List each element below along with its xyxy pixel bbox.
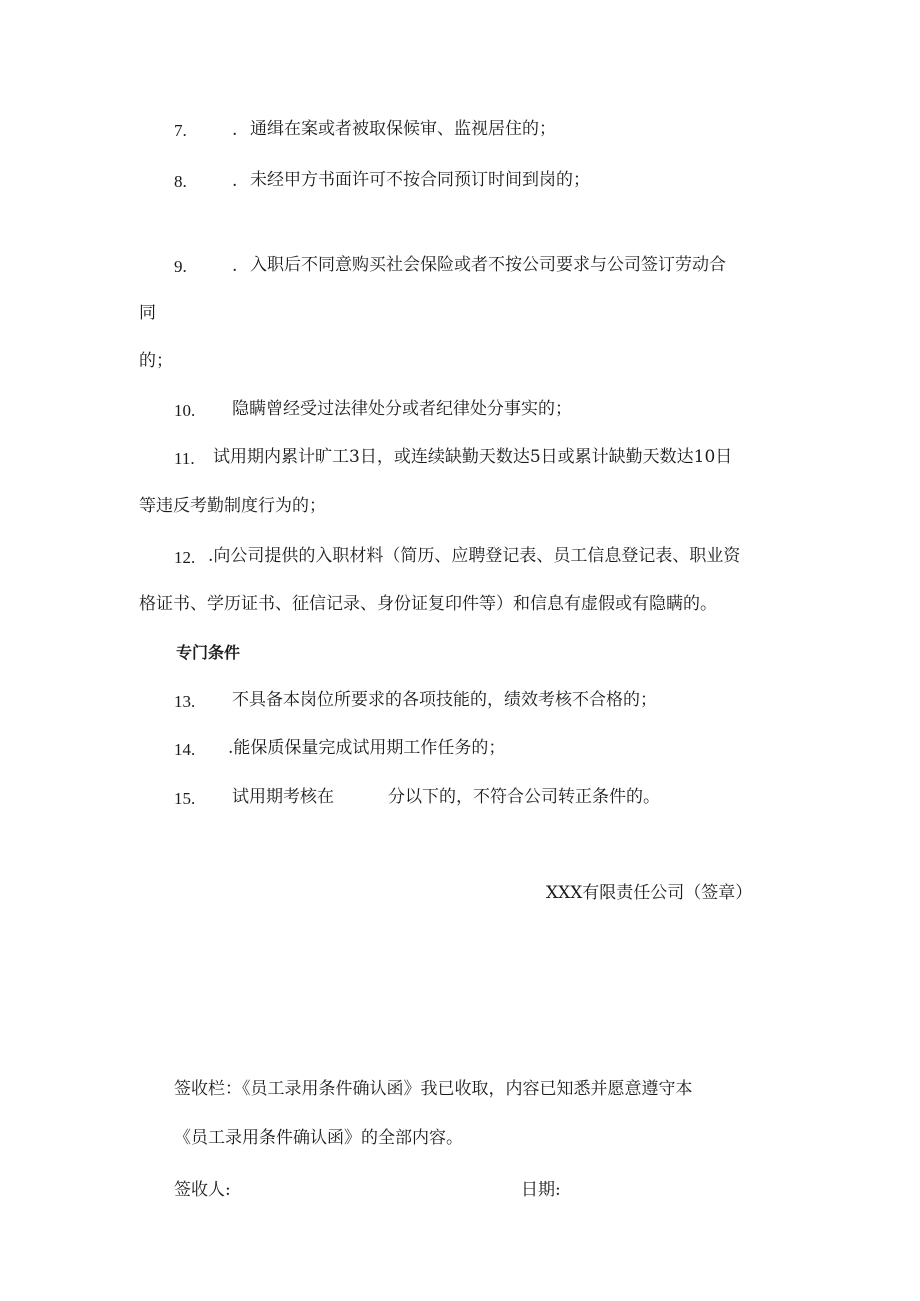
special-conditions-heading: 专门条件 — [176, 643, 241, 662]
item-10-text: 隐瞒曾经受过法律处分或者纪律处分事实的； — [232, 399, 572, 419]
receipt-line-2: 《员工录用条件确认函》的全部内容。 — [174, 1128, 463, 1148]
item-9-dot: . — [232, 256, 238, 276]
item-15-text-after-blank: 分以下的，不符合公司转正条件的。 — [388, 787, 660, 807]
item-12-number: 12. — [174, 548, 196, 567]
receipt-line-1: 签收栏：《员工录用条件确认函》我已收取，内容已知悉并愿意遵守本 — [174, 1079, 693, 1099]
item-12-text: .向公司提供的入职材料（简历、应聘登记表、员工信息登记表、职业资 — [208, 546, 741, 566]
item-10-number: 10. — [174, 401, 196, 420]
signer-label: 签收人: — [174, 1180, 231, 1200]
item-7-dot: . — [232, 120, 238, 140]
item-11-continuation: 等违反考勤制度行为的； — [139, 496, 326, 516]
item-7-text: 通缉在案或者被取保候审、监视居住的； — [250, 119, 556, 139]
item-7-number: 7. — [174, 121, 187, 140]
item-9-continuation-2: 的； — [139, 351, 173, 371]
item-15-text: 试用期考核在 — [232, 787, 334, 807]
item-13-number: 13. — [174, 692, 196, 711]
item-11-number: 11. — [174, 449, 195, 468]
item-9-continuation-1: 同 — [139, 303, 156, 323]
company-seal-line: XXX有限责任公司（签章） — [546, 883, 753, 903]
item-13-text: 不具备本岗位所要求的各项技能的，绩效考核不合格的； — [232, 690, 657, 710]
item-11-text: 试用期内累计旷工3日，或连续缺勤天数达5日或累计缺勤天数达10日 — [213, 447, 733, 467]
item-14-number: 14. — [174, 740, 196, 759]
date-label: 日期: — [521, 1180, 561, 1200]
item-9-text: 入职后不同意购买社会保险或者不按公司要求与公司签订劳动合 — [250, 255, 726, 275]
item-8-number: 8. — [174, 172, 187, 191]
item-15-number: 15. — [174, 789, 196, 808]
item-8-dot: . — [232, 171, 238, 191]
item-12-continuation: 格证书、学历证书、征信记录、身份证复印件等）和信息有虚假或有隐瞒的。 — [139, 594, 717, 614]
item-14-text: .能保质保量完成试用期工作任务的； — [228, 738, 506, 758]
item-9-number: 9. — [174, 257, 187, 276]
item-8-text: 未经甲方书面许可不按合同预订时间到岗的； — [250, 170, 590, 190]
